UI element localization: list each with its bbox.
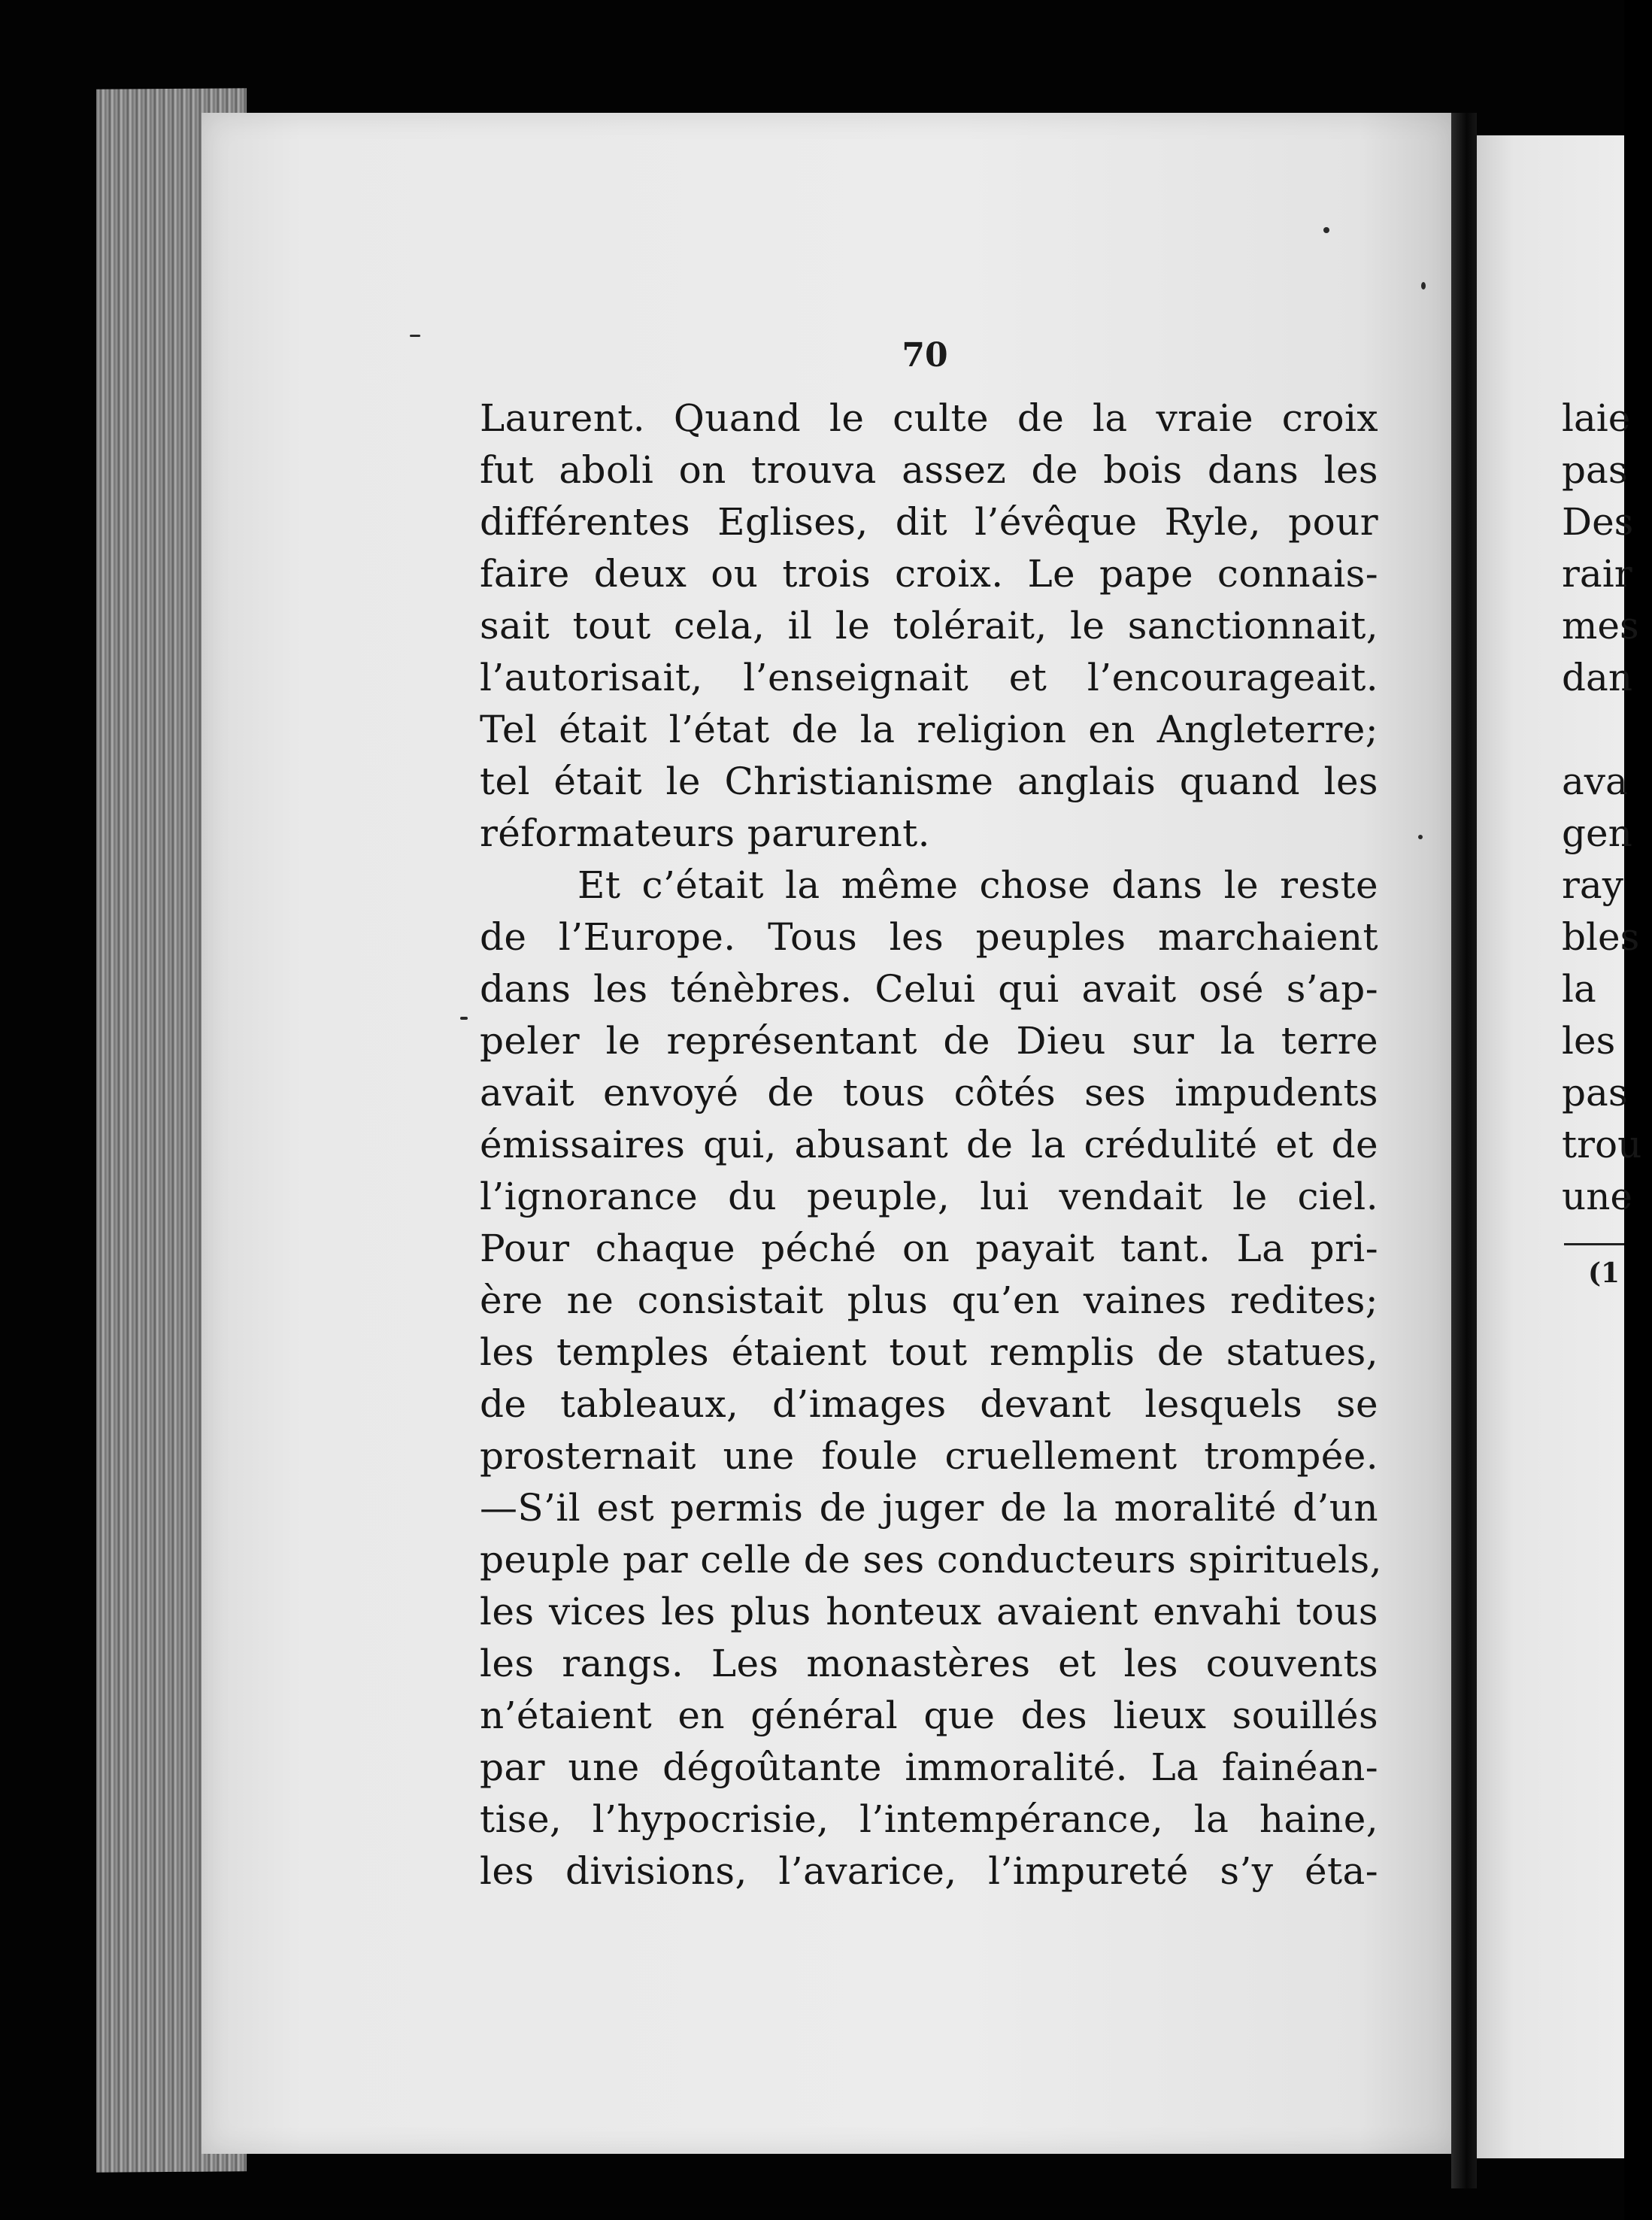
text-line: les rangs. Les monastères et les couvents bbox=[480, 1642, 1378, 1685]
text-line: différentes Eglises, dit l’évêque Ryle, pour bbox=[480, 500, 1378, 544]
paragraph-2 bbox=[480, 860, 1382, 1897]
facing-fragment: pas bbox=[1562, 448, 1628, 492]
text-line: les vices les plus honteux avaient envahi tous bbox=[480, 1590, 1378, 1633]
facing-fragment: trou bbox=[1562, 1123, 1642, 1166]
text-line: émissaires qui, abusant de la crédulité et de bbox=[480, 1123, 1378, 1166]
scan-speck bbox=[460, 1017, 468, 1020]
page-number: 70 bbox=[902, 336, 948, 375]
scan-speck bbox=[1418, 835, 1423, 839]
text-line: faire deux ou trois croix. Le pape connais- bbox=[480, 552, 1378, 596]
text-line: peuple par celle de ses conducteurs spirituels, bbox=[480, 1538, 1382, 1582]
facing-fragment bbox=[1562, 704, 1652, 756]
facing-fragment: bles bbox=[1562, 915, 1640, 959]
scan-speck bbox=[1421, 282, 1426, 290]
text-line: les divisions, l’avarice, l’impureté s’y éta- bbox=[480, 1849, 1378, 1893]
text-line: fut aboli on trouva assez de bois dans les bbox=[480, 448, 1378, 492]
text-line: de l’Europe. Tous les peuples marchaient bbox=[480, 915, 1378, 959]
text-line: Pour chaque péché on payait tant. La pri- bbox=[480, 1227, 1378, 1270]
text-line: Laurent. Quand le culte de la vraie croix bbox=[480, 396, 1378, 440]
facing-page-text bbox=[1562, 393, 1652, 1223]
facing-fragment: Des bbox=[1562, 500, 1634, 544]
text-line: prosternait une foule cruellement trompée. bbox=[480, 1434, 1378, 1478]
text-line: —S’il est permis de juger de la moralité d’un bbox=[480, 1486, 1378, 1530]
text-line: dans les ténèbres. Celui qui avait osé s’ap- bbox=[480, 967, 1378, 1011]
book-gutter bbox=[1451, 113, 1477, 2188]
facing-fragment: les bbox=[1562, 1019, 1616, 1063]
facing-fragment: dan bbox=[1562, 656, 1633, 699]
scan-speck bbox=[1323, 227, 1329, 233]
footnote-rule bbox=[1564, 1243, 1624, 1245]
text-line: tel était le Christianisme anglais quand les bbox=[480, 760, 1378, 803]
facing-fragment: laie bbox=[1562, 396, 1631, 440]
text-line: sait tout cela, il le tolérait, le sanctionnait, bbox=[480, 604, 1378, 648]
text-line: tise, l’hypocrisie, l’intempérance, la haine, bbox=[480, 1797, 1378, 1841]
text-line: réformateurs parurent. bbox=[480, 811, 930, 855]
text-line: par une dégoûtante immoralité. La fainéan- bbox=[480, 1745, 1378, 1789]
text-line: ère ne consistait plus qu’en vaines redites; bbox=[480, 1278, 1378, 1322]
facing-fragment: rair bbox=[1562, 552, 1632, 596]
text-line: n’étaient en général que des lieux souillés bbox=[480, 1694, 1378, 1737]
text-line: l’autorisait, l’enseignait et l’encourageait. bbox=[480, 656, 1378, 699]
facing-fragment: une bbox=[1562, 1175, 1632, 1218]
footnote-marker: (1 bbox=[1588, 1257, 1620, 1289]
facing-fragment: la bbox=[1562, 967, 1596, 1011]
paragraph-1 bbox=[480, 393, 1378, 860]
text-line: peler le représentant de Dieu sur la terre bbox=[480, 1019, 1378, 1063]
facing-fragment: ray bbox=[1562, 863, 1623, 907]
facing-fragment: pas bbox=[1562, 1071, 1628, 1115]
facing-fragment: ava bbox=[1562, 760, 1628, 803]
body-text bbox=[480, 393, 1382, 1897]
facing-fragment: gen bbox=[1562, 811, 1632, 855]
text-line: Tel était l’état de la religion en Angleterre; bbox=[480, 708, 1378, 751]
facing-fragment: mes bbox=[1562, 604, 1639, 648]
text-line: Et c’était la même chose dans le reste bbox=[577, 863, 1378, 907]
text-line: de tableaux, d’images devant lesquels se bbox=[480, 1382, 1378, 1426]
text-line: les temples étaient tout remplis de statues, bbox=[480, 1330, 1378, 1374]
scan-speck bbox=[410, 335, 420, 337]
text-line: avait envoyé de tous côtés ses impudents bbox=[480, 1071, 1378, 1115]
text-line: l’ignorance du peuple, lui vendait le ciel. bbox=[480, 1175, 1378, 1218]
